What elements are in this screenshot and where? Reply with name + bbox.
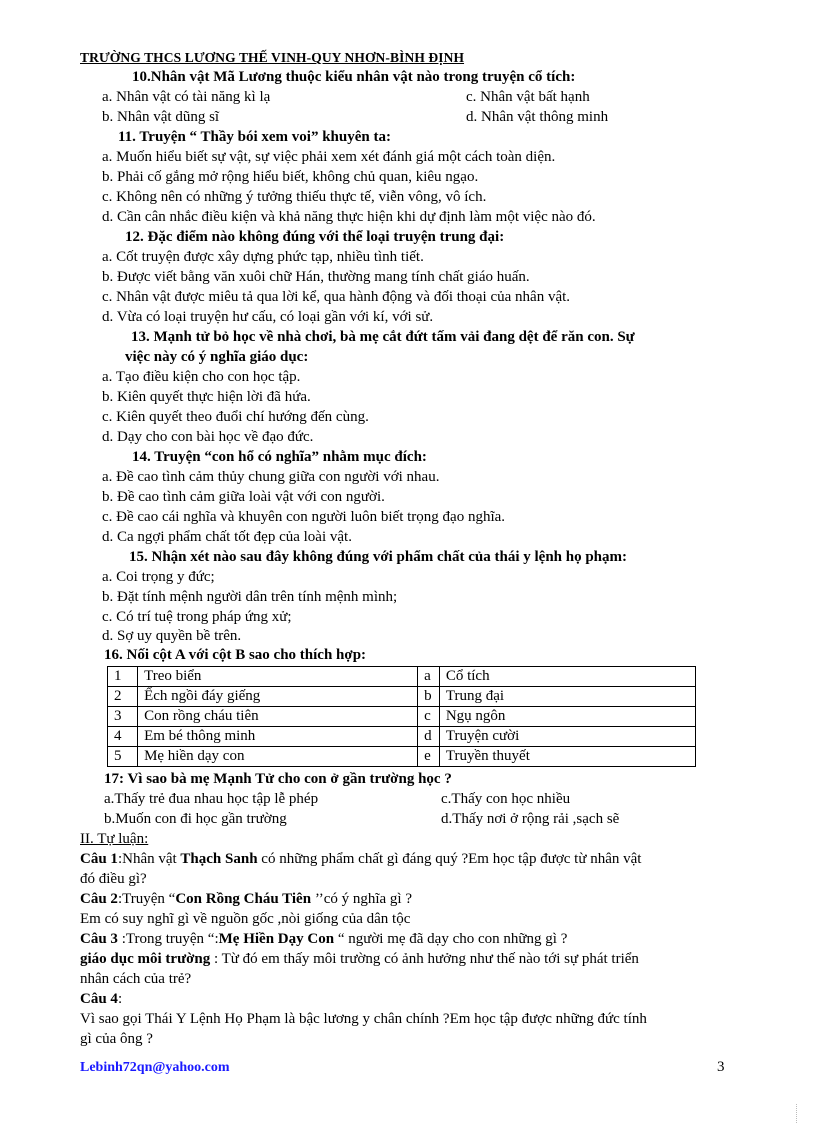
essay-question-3-line3: nhân cách của trẻ?	[80, 971, 192, 987]
question-14-title: 14. Truyện “con hổ có nghĩa” nhằm mục đích:	[132, 449, 427, 465]
column-b-cell: Ngụ ngôn	[439, 707, 695, 727]
row-number: 2	[108, 687, 138, 707]
q15-option-d: d. Sợ uy quyền bề trên.	[102, 628, 242, 644]
row-letter: d	[418, 727, 440, 747]
matching-table	[107, 666, 696, 767]
question-text: :	[117, 991, 123, 1007]
essay-question-2-line2: Em có suy nghĩ gì về nguồn gốc ,nòi giống của dân tộc	[80, 911, 411, 927]
essay-question-3	[80, 929, 567, 949]
q13-option-d: d. Dạy cho con bài học về đạo đức.	[102, 429, 314, 445]
question-16-title: 16. Nối cột A với cột B sao cho thích hợp:	[104, 647, 367, 663]
question-text: : Từ đó em thấy môi trường có ảnh hưởng như thế nào tới sự phát triển	[210, 951, 639, 967]
essay-question-2	[80, 889, 412, 909]
q11-option-c: c. Không nên có những ý tưởng thiếu thực tế, viễn vông, vô ích.	[102, 189, 487, 205]
q17-option-d: d.Thấy nơi ở rộng rải ,sạch sẽ	[441, 811, 620, 827]
row-number: 3	[108, 707, 138, 727]
q13-option-a: a. Tạo điều kiện cho con học tập.	[102, 369, 301, 385]
question-text: “ người mẹ đã dạy cho con những gì ?	[334, 931, 568, 947]
question-13-title-line2: việc này có ý nghĩa giáo dục:	[125, 349, 309, 365]
column-a-cell: Mẹ hiền dạy con	[138, 747, 418, 767]
q11-option-a: a. Muốn hiểu biết sự vật, sự việc phải xem xét đánh giá một cách toàn diện.	[102, 149, 556, 165]
row-number: 5	[108, 747, 138, 767]
school-header: TRƯỜNG THCS LƯƠNG THẾ VINH-QUY NHƠN-BÌNH ĐỊNH	[80, 50, 465, 65]
q15-option-c: c. Có trí tuệ trong pháp ứng xử;	[102, 609, 292, 625]
essay-heading: II. Tự luận:	[80, 831, 149, 847]
essay-question-4	[80, 989, 122, 1009]
column-b-cell: Trung đại	[439, 687, 695, 707]
q13-option-c: c. Kiên quyết theo đuổi chí hướng đến cùng.	[102, 409, 369, 425]
row-number: 1	[108, 667, 138, 687]
q17-option-c: c.Thấy con học nhiều	[441, 791, 571, 807]
table-row	[108, 727, 696, 747]
table-row	[108, 667, 696, 687]
essay-question-3-line2	[80, 949, 639, 969]
q10-option-a: a. Nhân vật có tài năng kì lạ	[102, 89, 271, 105]
q11-option-b: b. Phải cố gắng mở rộng hiểu biết, không chủ quan, kiêu ngạo.	[102, 169, 479, 185]
q12-option-a: a. Cốt truyện được xây dựng phức tạp, nhiều tình tiết.	[102, 249, 424, 265]
question-text: :Trong truyện “:	[117, 931, 219, 947]
question-17-title: 17: Vì sao bà mẹ Mạnh Tử cho con ở gần trường học ?	[104, 771, 452, 787]
essay-question-1-line2: đó điều gì?	[80, 871, 147, 887]
q12-option-b: b. Được viết bằng văn xuôi chữ Hán, thường mang tính chất giáo huấn.	[102, 269, 530, 285]
question-label: Câu 2	[80, 891, 118, 907]
q12-option-c: c. Nhân vật được miêu tả qua lời kể, qua hành động và đối thoại của nhân vật.	[102, 289, 571, 305]
row-letter: e	[418, 747, 440, 767]
column-b-cell: Truyện cười	[439, 727, 695, 747]
story-title: Mẹ Hiền Dạy Con	[218, 931, 335, 947]
q14-option-a: a. Đề cao tình cảm thủy chung giữa con người với nhau.	[102, 469, 440, 485]
q12-option-d: d. Vừa có loại truyện hư cấu, có loại gần với kí, với sử.	[102, 309, 434, 325]
q10-option-b: b. Nhân vật dũng sĩ	[102, 109, 220, 125]
q10-option-c: c. Nhân vật bất hạnh	[466, 89, 590, 105]
table-row	[108, 747, 696, 767]
question-10-title: 10.Nhân vật Mã Lương thuộc kiểu nhân vật nào trong truyện cổ tích:	[132, 69, 576, 85]
question-label: Câu 1	[80, 851, 118, 867]
column-a-cell: Em bé thông minh	[138, 727, 418, 747]
row-number: 4	[108, 727, 138, 747]
q14-option-d: d. Ca ngợi phẩm chất tốt đẹp của loài vật.	[102, 529, 352, 545]
question-text: có những phẩm chất gì đáng quý ?Em học tập được từ nhân vật	[257, 851, 642, 867]
row-letter: b	[418, 687, 440, 707]
question-12-title: 12. Đặc điểm nào không đúng với thể loại truyện trung đại:	[125, 229, 505, 245]
question-text: :Truyện “	[117, 891, 176, 907]
q14-option-c: c. Đề cao cái nghĩa và khuyên con người luôn biết trọng đạo nghĩa.	[102, 509, 506, 525]
question-11-title: 11. Truyện “ Thầy bói xem voi” khuyên ta:	[118, 129, 391, 145]
question-15-title: 15. Nhận xét nào sau đây không đúng với phẩm chất của thái y lệnh họ phạm:	[129, 549, 628, 565]
essay-question-4-line2: gì của ông ?	[80, 1031, 153, 1047]
row-letter: c	[418, 707, 440, 727]
q14-option-b: b. Đề cao tình cảm giữa loài vật với con người.	[102, 489, 385, 505]
q17-option-a: a.Thấy trẻ đua nhau học tập lễ phép	[104, 791, 319, 807]
topic-label: giáo dục môi trường	[80, 951, 211, 967]
q13-option-b: b. Kiên quyết thực hiện lời đã hứa.	[102, 389, 311, 405]
q17-option-b: b.Muốn con đi học gần trường	[104, 811, 287, 827]
story-title: Con Rồng Cháu Tiên	[175, 891, 312, 907]
question-label: Câu 3	[80, 931, 118, 947]
table-row	[108, 707, 696, 727]
character-name: Thạch Sanh	[180, 851, 258, 867]
column-a-cell: Con rồng cháu tiên	[138, 707, 418, 727]
q11-option-d: d. Cần cân nhắc điều kiện và khả năng thực hiện khi dự định làm một việc nào đó.	[102, 209, 596, 225]
row-letter: a	[418, 667, 440, 687]
q15-option-b: b. Đặt tính mệnh người dân trên tính mệnh mình;	[102, 589, 398, 605]
question-text: :Nhân vật	[117, 851, 181, 867]
column-a-cell: Treo biển	[138, 667, 418, 687]
page-edge-marker	[796, 1104, 797, 1123]
page-number: 3	[717, 1059, 725, 1075]
q10-option-d: d. Nhân vật thông minh	[466, 109, 609, 125]
essay-question-1	[80, 849, 641, 869]
q15-option-a: a. Coi trọng y đức;	[102, 569, 215, 585]
question-13-title-line1: 13. Mạnh tử bỏ học về nhà chơi, bà mẹ cắt đứt tấm vải đang dệt để răn con. Sự	[131, 329, 635, 345]
column-b-cell: Cổ tích	[439, 667, 695, 687]
essay-question-4-line1: Vì sao gọi Thái Y Lệnh Họ Phạm là bậc lương y chân chính ?Em học tập được những đức tính	[80, 1011, 647, 1027]
question-label: Câu 4	[80, 991, 118, 1007]
footer-email[interactable]: Lebinh72qn@yahoo.com	[80, 1060, 230, 1075]
column-a-cell: Ếch ngồi đáy giếng	[138, 687, 418, 707]
table-row	[108, 687, 696, 707]
column-b-cell: Truyền thuyết	[439, 747, 695, 767]
question-text: ’’có ý nghĩa gì ?	[311, 891, 412, 907]
